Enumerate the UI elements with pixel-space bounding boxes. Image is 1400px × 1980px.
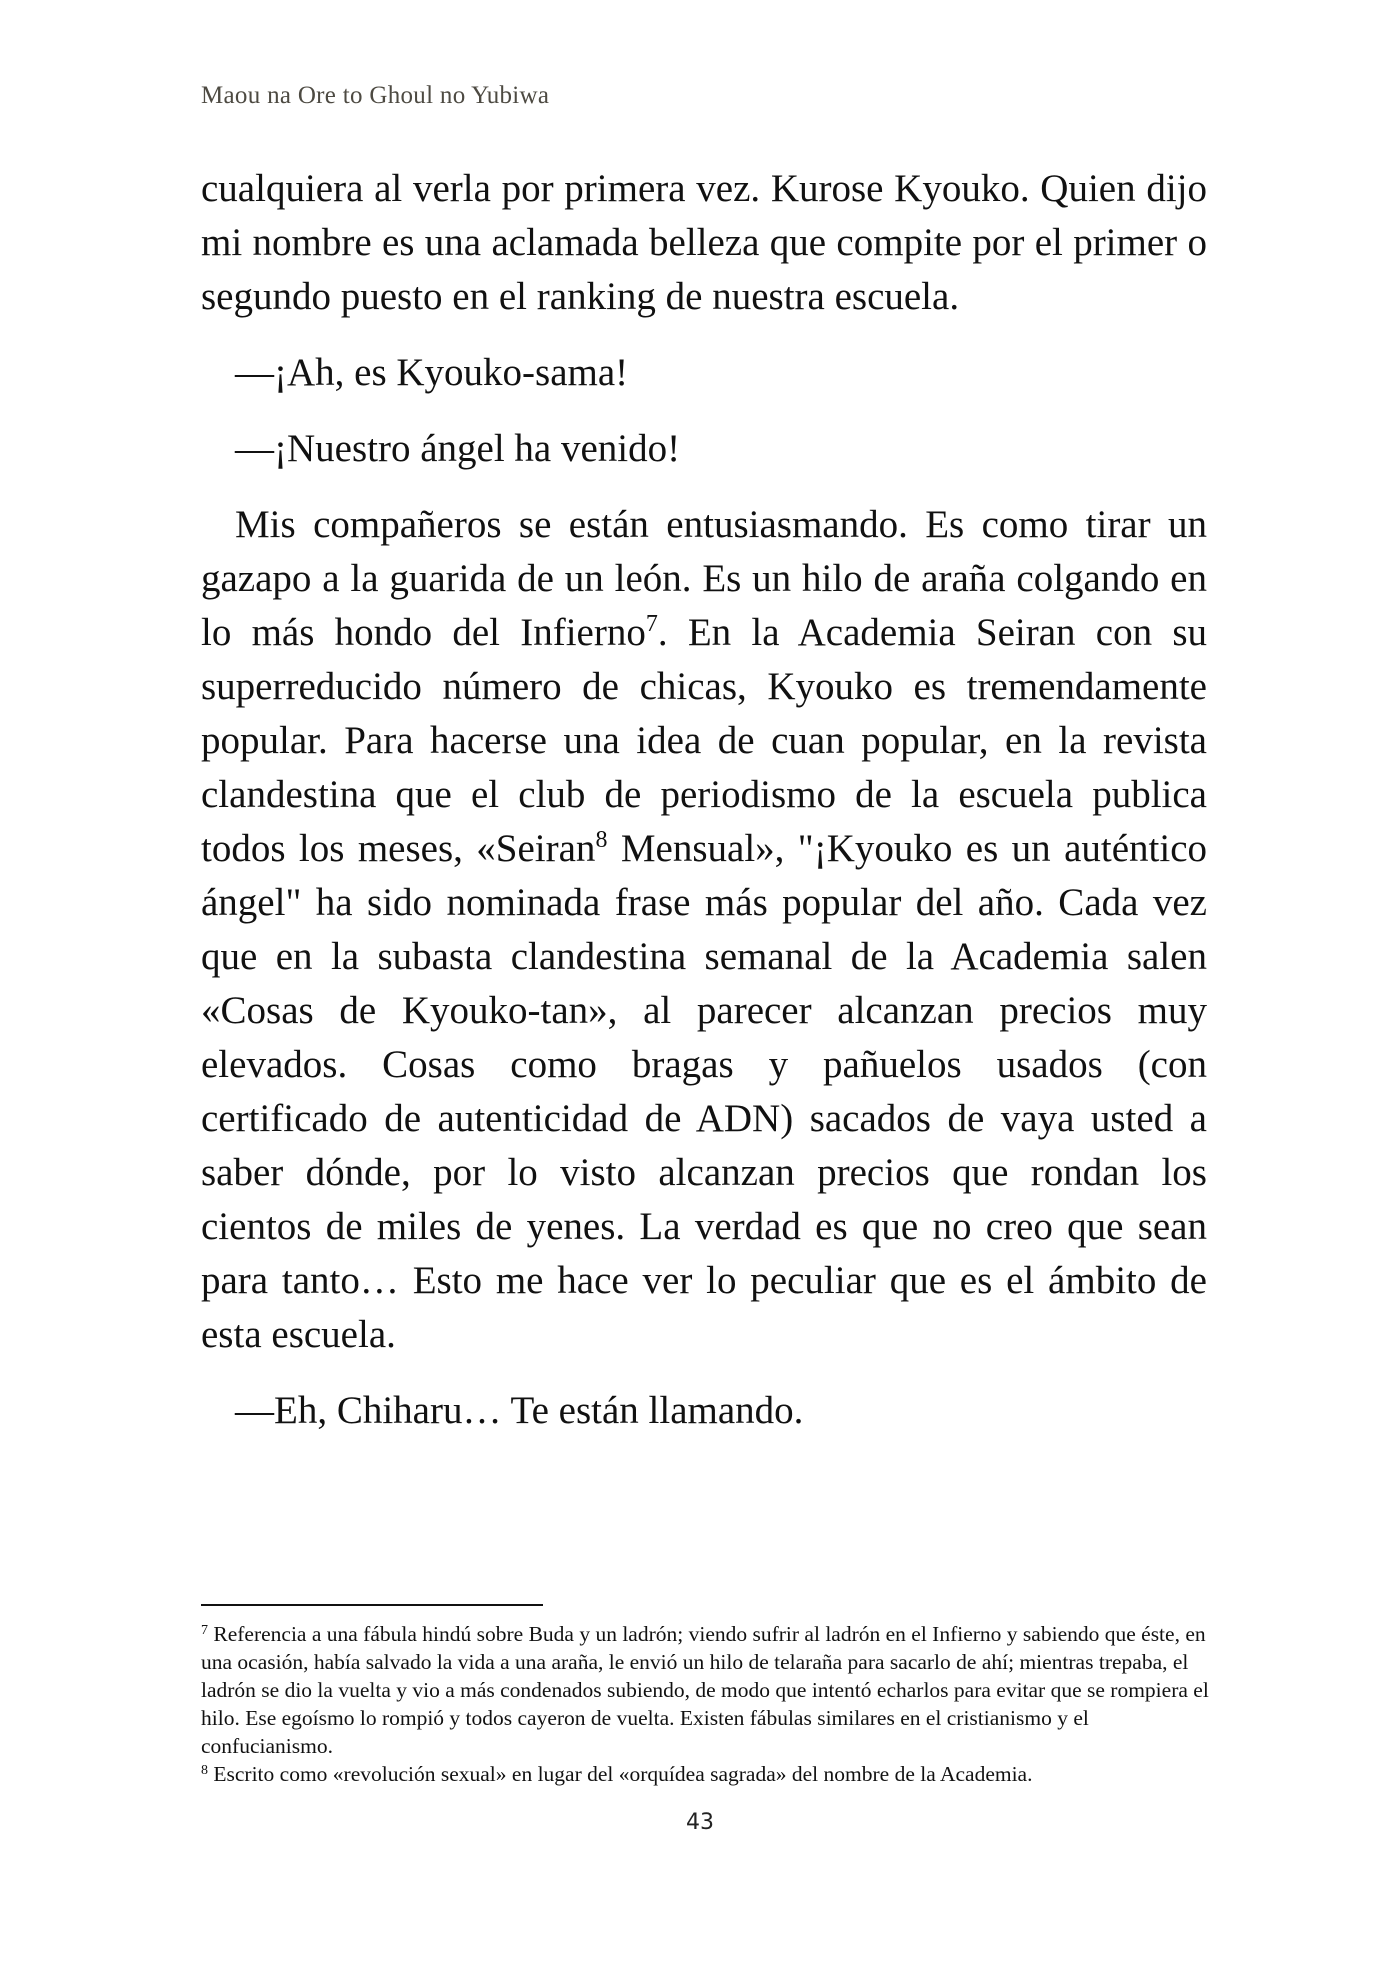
footnotes [201,1620,1209,1788]
page-number: 43 [686,1810,714,1835]
footnote-marker: 8 [201,1763,208,1778]
paragraph [201,498,1207,1362]
running-header: Maou na Ore to Ghoul no Yubiwa [201,82,550,109]
footnote-marker: 7 [201,1623,208,1638]
footnote-text: Escrito como «revolución sexual» en lugar del «orquídea sagrada» del nombre de la Academia. [208,1762,1033,1786]
dialogue-line: —Eh, Chiharu… Te están llamando. [235,1389,804,1432]
paragraph-text: Mis compañeros se están entusiasmando. Es como tirar un gazapo a la guarida de un león. Es un hilo de araña colgando en lo más hondo del Infierno [201,503,1207,654]
paragraph-text: Mensual», "¡Kyouko es un auténtico ángel" ha sido nominada frase más popular del año. Cada vez que en la subasta clandestina semanal de la Academia salen «Cosas de Kyouko-tan», al parecer alcanzan precios muy elevados. Cosas como bragas y pañuelos usados (con certificado de autenticidad de ADN) sacados de vaya usted a saber dónde, por lo visto alcanzan precios que rondan los cientos de miles de yenes. La verdad es que no creo que sean para tanto… Esto me hace ver lo peculiar que es el ámbito de esta escuela. [201,827,1208,1356]
dialogue-line: —¡Ah, es Kyouko-sama! [235,351,629,394]
chapter-body [201,162,1207,1460]
footnote-divider [201,1604,543,1606]
footnote-reference[interactable]: 8 [595,827,608,853]
dialogue-line: —¡Nuestro ángel ha venido! [235,427,681,470]
footnote-text: Referencia a una fábula hindú sobre Buda y un ladrón; viendo sufrir al ladrón en el Infierno y sabiendo que éste, en una ocasión, había salvado la vida a una araña, le envió un hilo de telaraña para sacarlo de ahí; mientras trepaba, el ladrón se dio la vuelta y vio a más condenados subiendo, de modo que intentó echarlos para evitar que se rompiera el hilo. Ese egoísmo lo rompió y todos cayeron de vuelta. Existen fábulas similares en el cristianismo y el confucianismo. [201,1622,1209,1758]
footnote [201,1620,1209,1760]
paragraph-text: . En la Academia Seiran con su superreducido número de chicas, Kyouko es tremendamente popular. Para hacerse una idea de cuan popular, en la revista clandestina que el club de periodismo de la escuela publica todos los meses, «Seiran [201,611,1207,870]
paragraph: cualquiera al verla por primera vez. Kurose Kyouko. Quien dijo mi nombre es una aclamada belleza que compite por el primer o segundo puesto en el ranking de nuestra escuela. [201,167,1207,318]
footnote [201,1760,1209,1788]
footnote-reference[interactable]: 7 [645,611,658,637]
